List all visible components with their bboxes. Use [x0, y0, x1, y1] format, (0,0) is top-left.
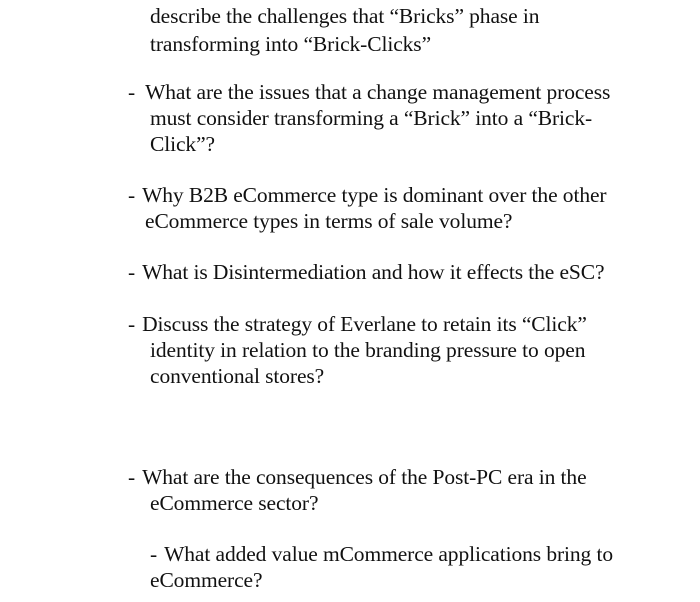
question-6-line-2: eCommerce?: [150, 568, 263, 592]
question-5-first-line: [128, 464, 587, 490]
question-1-dash: -: [128, 80, 136, 104]
question-3-dash: -: [128, 260, 136, 284]
question-2-dash: -: [128, 183, 136, 207]
question-6-line-1: What added value mCommerce applications bring to: [164, 542, 614, 566]
question-2-line-2: eCommerce types in terms of sale volume?: [145, 209, 513, 233]
question-3-first-line: [128, 259, 604, 285]
question-4-first-line: [128, 311, 587, 337]
question-2-line-1: Why B2B eCommerce type is dominant over the other: [142, 183, 607, 207]
question-2-first-line: [128, 182, 606, 208]
question-4-line-3: conventional stores?: [150, 364, 325, 388]
question-4-line-1: Discuss the strategy of Everlane to retain its “Click”: [142, 312, 587, 336]
question-1-line-2: must consider transforming a “Brick” into a “Brick-: [150, 106, 593, 130]
question-4-line-2: identity in relation to the branding pressure to open: [150, 338, 586, 362]
question-1-first-line: [128, 79, 610, 105]
question-5-dash: -: [128, 465, 136, 489]
continuation-line-2: transforming into “Brick-Clicks”: [150, 32, 432, 56]
question-5-line-1: What are the consequences of the Post-PC era in the: [142, 465, 587, 489]
continuation-line-1: describe the challenges that “Bricks” phase in: [150, 4, 540, 28]
question-6-dash: -: [150, 542, 158, 566]
question-1-line-3: Click”?: [150, 132, 215, 156]
question-1-line-1: What are the issues that a change management process: [145, 80, 611, 104]
question-5-line-2: eCommerce sector?: [150, 491, 319, 515]
question-3-line-1: What is Disintermediation and how it effects the eSC?: [142, 260, 605, 284]
question-4-dash: -: [128, 312, 136, 336]
question-6-first-line: [150, 541, 613, 567]
